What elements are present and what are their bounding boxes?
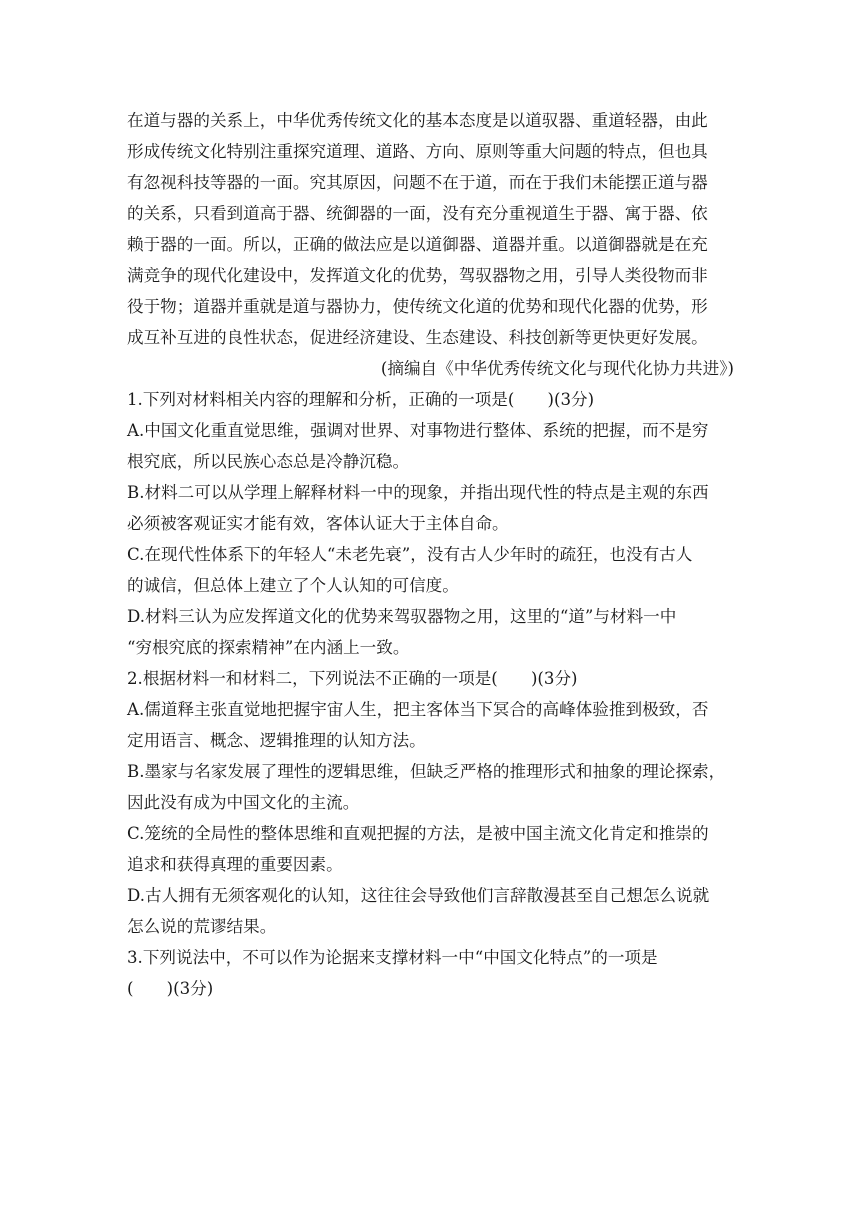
passage-line: 满竞争的现代化建设中，发挥道文化的优势，驾驭器物之用，引导人类役物而非 (127, 266, 708, 285)
option-b: B.墨家与名家发展了理性的逻辑思维，但缺乏严格的推理形式和抽象的理论探索， (127, 762, 726, 781)
question-stem: 3.下列说法中，不可以作为论据来支撑材料一中“中国文化特点”的一项是 (127, 948, 658, 967)
passage-line: 赖于器的一面。所以，正确的做法应是以道御器、道器并重。以道御器就是在充 (127, 235, 708, 254)
option-b-continued: 必须被客观证实才能有效，客体认证大于主体自命。 (127, 514, 509, 533)
option-b-continued: 因此没有成为中国文化的主流。 (127, 793, 360, 812)
option-c: C.笼统的全局性的整体思维和直观把握的方法，是被中国主流文化肯定和推崇的 (127, 824, 709, 843)
question-stem: 1.下列对材料相关内容的理解和分析，正确的一项是( )(3分) (127, 390, 595, 409)
question-1 (127, 384, 736, 663)
question-stem: 2.根据材料一和材料二，下列说法不正确的一项是( )(3分) (127, 669, 578, 688)
option-d-continued: 怎么说的荒谬结果。 (127, 917, 277, 936)
option-a: A.儒道释主张直觉地把握宇宙人生，把主客体当下冥合的高峰体验推到极致，否 (127, 700, 709, 719)
passage (127, 105, 736, 384)
option-a: A.中国文化重直觉思维，强调对世界、对事物进行整体、系统的把握，而不是穷 (127, 421, 709, 440)
passage-line: 有忽视科技等器的一面。究其原因，问题不在于道，而在于我们未能摆正道与器 (127, 173, 708, 192)
passage-line: 的关系，只看到道高于器、统御器的一面，没有充分重视道生于器、寓于器、依 (127, 204, 708, 223)
document-page (127, 105, 736, 1004)
passage-line: 役于物；道器并重就是道与器协力，使传统文化道的优势和现代化器的优势，形 (127, 297, 708, 316)
option-d-continued: “穷根究底的探索精神”在内涵上一致。 (127, 638, 410, 657)
option-a-continued: 根究底，所以民族心态总是冷静沉稳。 (127, 452, 410, 471)
question-stem-continued: ( )(3分) (127, 979, 214, 998)
passage-source: (摘编自《中华优秀传统文化与现代化协力共进》) (380, 359, 734, 378)
option-c-continued: 的诚信，但总体上建立了个人认知的可信度。 (127, 576, 459, 595)
option-a-continued: 定用语言、概念、逻辑推理的认知方法。 (127, 731, 426, 750)
passage-line: 形成传统文化特别注重探究道理、道路、方向、原则等重大问题的特点，但也具 (127, 142, 708, 161)
passage-line: 成互补互进的良性状态，促进经济建设、生态建设、科技创新等更快更好发展。 (127, 328, 708, 347)
question-3 (127, 942, 736, 1004)
option-c: C.在现代性体系下的年轻人“未老先衰”，没有古人少年时的疏狂，也没有古人 (127, 545, 693, 564)
option-c-continued: 追求和获得真理的重要因素。 (127, 855, 343, 874)
passage-line: 在道与器的关系上，中华优秀传统文化的基本态度是以道驭器、重道轻器，由此 (127, 111, 708, 130)
option-d: D.材料三认为应发挥道文化的优势来驾驭器物之用，这里的“道”与材料一中 (127, 607, 677, 626)
option-b: B.材料二可以从学理上解释材料一中的现象，并指出现代性的特点是主观的东西 (127, 483, 709, 502)
option-d: D.古人拥有无须客观化的认知，这往往会导致他们言辞散漫甚至自己想怎么说就 (127, 886, 710, 905)
question-2 (127, 663, 736, 942)
